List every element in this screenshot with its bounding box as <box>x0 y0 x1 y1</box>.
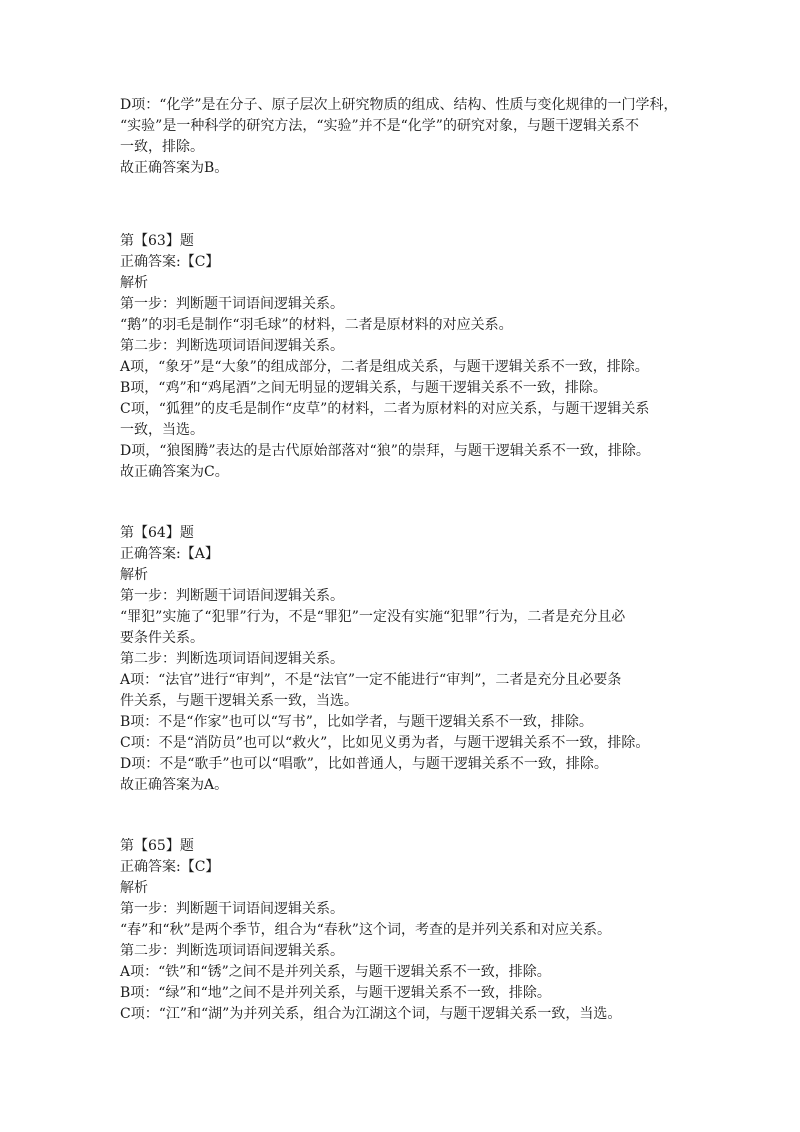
text-line: 第二步：判断选项词语间逻辑关系。 <box>120 943 344 959</box>
text-line: B项，“鸡”和“鸡尾酒”之间无明显的逻辑关系，与题干逻辑关系不一致，排除。 <box>120 380 607 396</box>
text-line: 件关系，与题干逻辑关系一致，当选。 <box>120 693 358 709</box>
text-line: A项，“象牙”是“大象”的组成部分，二者是组成关系，与题干逻辑关系不一致，排除。 <box>120 359 649 375</box>
analysis-heading: 解析 <box>120 880 148 896</box>
text-line: 一致，排除。 <box>120 139 204 155</box>
text-line: 要条件关系。 <box>120 630 204 646</box>
text-line: A项：“铁”和“锈”之间不是并列关系，与题干逻辑关系不一致，排除。 <box>120 964 551 980</box>
text-line: C项：“江”和“湖”为并列关系，组合为江湖这个词，与题干逻辑关系一致，当选。 <box>120 1006 622 1022</box>
text-line: B项：不是“作家”也可以“写书”，比如学者，与题干逻辑关系不一致，排除。 <box>120 714 593 730</box>
document-page <box>120 95 695 1025</box>
text-line: D项：不是“歌手”也可以“唱歌”，比如普通人，与题干逻辑关系不一致，排除。 <box>120 756 608 772</box>
text-line: C项，“狐狸”的皮毛是制作“皮草”的材料，二者为原材料的对应关系，与题干逻辑关系 <box>120 401 650 417</box>
text-line: 故正确答案为B。 <box>120 160 229 176</box>
correct-answer: 正确答案:【A】 <box>120 546 219 562</box>
question-65-section <box>120 836 695 1025</box>
question-63-section <box>120 231 695 483</box>
text-line: “鹅”的羽毛是制作“羽毛球”的材料，二者是原材料的对应关系。 <box>120 317 513 333</box>
text-line: A项：“法官”进行“审判”，不是“法官”一定不能进行“审判”，二者是充分且必要条 <box>120 672 622 688</box>
text-line: “春”和“秋”是两个季节，组合为“春秋”这个词，考查的是并列关系和对应关系。 <box>120 922 611 938</box>
text-line: B项：“绿”和“地”之间不是并列关系，与题干逻辑关系不一致，排除。 <box>120 985 551 1001</box>
text-line: 第一步：判断题干词语间逻辑关系。 <box>120 296 344 312</box>
correct-answer: 正确答案:【C】 <box>120 254 220 270</box>
text-line: 故正确答案为C。 <box>120 464 229 480</box>
question-64-section <box>120 523 695 796</box>
text-line: 一致，当选。 <box>120 422 204 438</box>
text-line: D项，“狼图腾”表达的是古代原始部落对“狼”的崇拜，与题干逻辑关系不一致，排除。 <box>120 443 650 459</box>
text-line: D项：“化学”是在分子、原子层次上研究物质的组成、结构、性质与变化规律的一门学科， <box>120 97 678 113</box>
question-title: 第【64】题 <box>120 525 194 541</box>
text-line: “实验”是一种科学的研究方法，“实验”并不是“化学”的研究对象，与题干逻辑关系不 <box>120 118 639 134</box>
question-title: 第【63】题 <box>120 233 194 249</box>
text-line: “罪犯”实施了“犯罪”行为，不是“罪犯”一定没有实施“犯罪”行为，二者是充分且必 <box>120 609 626 625</box>
text-line: 第二步：判断选项词语间逻辑关系。 <box>120 338 344 354</box>
text-line: 第一步：判断题干词语间逻辑关系。 <box>120 901 344 917</box>
question-title: 第【65】题 <box>120 838 194 854</box>
text-line: 第二步：判断选项词语间逻辑关系。 <box>120 651 344 667</box>
intro-section <box>120 95 695 179</box>
text-line: 故正确答案为A。 <box>120 777 229 793</box>
correct-answer: 正确答案:【C】 <box>120 859 220 875</box>
text-line: C项：不是“消防员”也可以“救火”，比如见义勇为者，与题干逻辑关系不一致，排除。 <box>120 735 650 751</box>
text-line: 第一步：判断题干词语间逻辑关系。 <box>120 588 344 604</box>
analysis-heading: 解析 <box>120 275 148 291</box>
analysis-heading: 解析 <box>120 567 148 583</box>
